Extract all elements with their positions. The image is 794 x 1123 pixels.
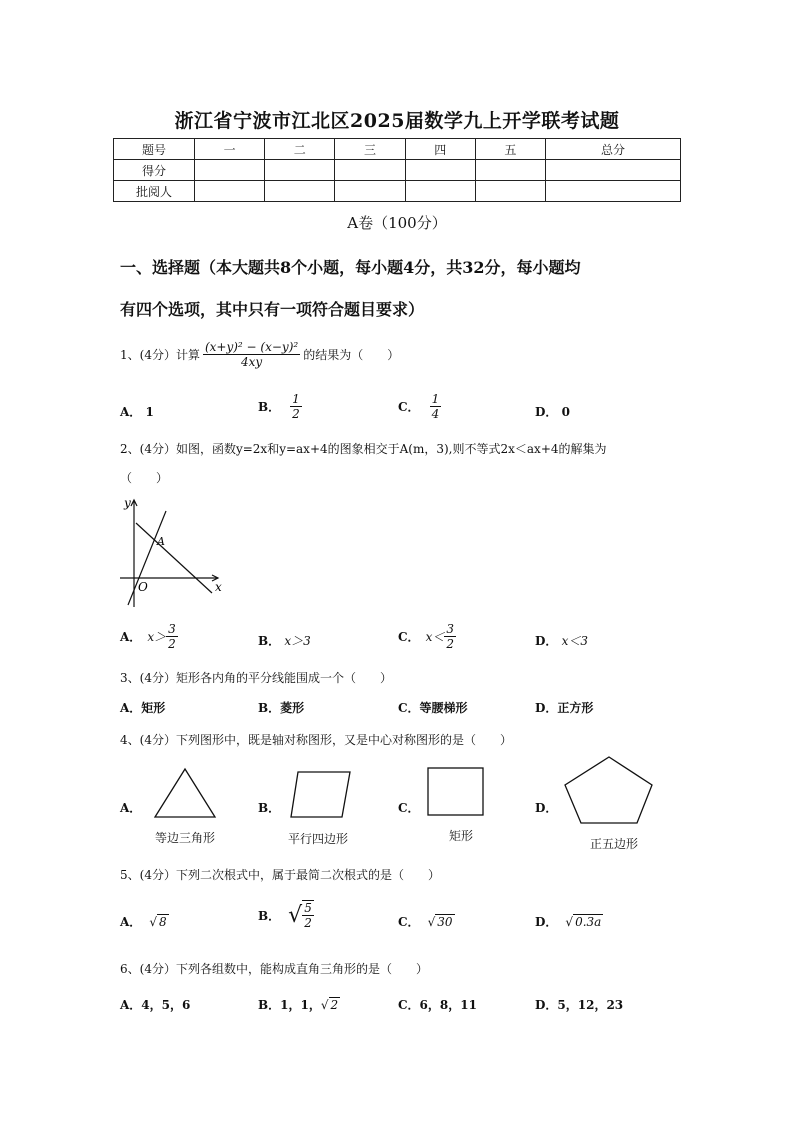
q2-option-b — [258, 632, 311, 649]
score-cell — [405, 160, 475, 181]
q4-rectangle-shape — [426, 766, 486, 818]
q2-option-a-num: 3 — [168, 622, 176, 636]
score-cell — [475, 181, 545, 202]
score-table-header: 三 — [335, 139, 405, 160]
exam-title: 浙江省宁波市江北区2025届数学九上开学联考试题 — [174, 110, 620, 132]
q2-option-a — [120, 622, 178, 651]
q6-option-b-radicand: 2 — [330, 998, 339, 1012]
q5-option-c-radicand: 30 — [437, 915, 453, 929]
q2-option-a-label: A． — [120, 630, 142, 644]
q4-pentagon-shape — [562, 755, 656, 825]
q5-option-b-fraction — [302, 900, 314, 930]
score-cell — [335, 160, 405, 181]
score-cell — [265, 181, 335, 202]
q1-option-c — [398, 392, 441, 421]
q2-text-line1: 2、(4分）如图，函数y=2x和y=ax+4的图象相交于A(m，3),则不等式2x＜ax+4的解集为 — [120, 442, 607, 456]
q1-numerator: (x+y)² − (x−y)² — [204, 340, 299, 354]
part1-heading-line1: 一、选择题（本大题共8个小题，每小题4分，共32分，每小题均 — [120, 258, 581, 277]
q1-denominator: 4xy — [240, 355, 263, 369]
q1-option-d — [535, 403, 570, 420]
q1-option-d-label: D． — [535, 405, 558, 419]
q6-text: 6、(4分）下列各组数中，能构成直角三角形的是（ ） — [120, 962, 428, 976]
q5-option-d: D． √ 0.3a — [535, 914, 602, 929]
q4-label-d: D． — [535, 801, 558, 815]
q4-caption-d: 正五边形 — [589, 837, 638, 851]
q2-option-d-label: D． — [535, 634, 558, 648]
q3-option-b: B．菱形 — [258, 701, 305, 715]
q4-label-b: B． — [258, 801, 281, 815]
section-a-title: A卷（100分） — [347, 214, 447, 232]
q5-option-a-label: A． — [120, 915, 142, 929]
q4-caption-b: 平行四边形 — [287, 832, 348, 846]
q2-option-c-num: 3 — [446, 622, 454, 636]
q2-point-a-label: A — [157, 535, 165, 548]
q1-fraction — [203, 340, 300, 369]
q5-text: 5、(4分）下列二次根式中，属于最简二次根式的是（ ） — [120, 868, 440, 882]
q1-option-b-num: 1 — [292, 392, 300, 406]
q3-text: 3、(4分）矩形各内角的平分线能围成一个（ ） — [120, 671, 392, 685]
q5-option-b-num: 5 — [304, 901, 312, 915]
q1-option-b-den: 2 — [292, 407, 300, 421]
q6-option-a: A．4，5，6 — [120, 998, 191, 1012]
q1-option-c-den: 4 — [431, 407, 440, 421]
q2-option-c-pre: x＜ — [425, 630, 445, 644]
score-table-row — [114, 181, 681, 202]
q2-x-label: x — [215, 580, 222, 594]
q1-option-c-fraction — [430, 392, 442, 421]
q1-option-b-label: B． — [258, 400, 281, 414]
q1-suffix: 的结果为（ ） — [303, 348, 400, 362]
score-table-row — [114, 160, 681, 181]
q1-option-c-label: C． — [398, 400, 420, 414]
score-cell — [546, 181, 681, 202]
q6-option-b-label: B．1，1， — [258, 998, 321, 1012]
q1-option-a — [120, 403, 154, 420]
score-row-label: 批阅人 — [114, 181, 195, 202]
q3-option-c: C．等腰梯形 — [398, 701, 468, 715]
q5-option-c: C． √ 30 — [398, 914, 453, 929]
score-cell — [405, 181, 475, 202]
score-table-header: 二 — [265, 139, 335, 160]
question-1 — [120, 340, 399, 369]
score-cell — [546, 160, 681, 181]
q2-option-b-label: B． — [258, 634, 281, 648]
q2-option-a-fraction — [166, 622, 178, 651]
score-table-header: 五 — [475, 139, 545, 160]
q2-origin-label: O — [138, 580, 148, 594]
q2-option-c-den: 2 — [446, 637, 454, 651]
q2-option-c — [398, 622, 456, 651]
q2-option-d — [535, 632, 588, 649]
q5-option-d-label: D． — [535, 915, 558, 929]
q6-option-b: B．1，1， √ 2 — [258, 997, 339, 1012]
q2-option-a-den: 2 — [168, 637, 176, 651]
score-table-header: 四 — [405, 139, 475, 160]
q2-option-b-value: x＞3 — [284, 634, 311, 648]
score-table-header-row — [114, 139, 681, 160]
q2-option-c-fraction — [444, 622, 456, 651]
q1-option-b — [258, 392, 302, 421]
q4-caption-c: 矩形 — [448, 829, 473, 843]
q5-option-d-radicand: 0.3a — [575, 915, 602, 929]
score-table-header: 题号 — [114, 139, 195, 160]
q4-caption-a: 等边三角形 — [154, 831, 215, 845]
q5-option-a: A． √ 8 — [120, 914, 167, 929]
part1-heading-line2: 有四个选项，其中只有一项符合题目要求） — [120, 300, 425, 319]
q1-option-a-label: A． — [120, 405, 142, 419]
q1-option-c-num: 1 — [431, 392, 440, 406]
q5-option-a-radicand: 8 — [158, 915, 167, 929]
q4-parallelogram-shape — [288, 770, 354, 820]
q1-prefix: 1、(4分）计算 — [120, 348, 200, 362]
q4-label-a: A． — [120, 801, 142, 815]
score-cell — [475, 160, 545, 181]
q4-label-c: C． — [398, 801, 420, 815]
q5-option-b-den: 2 — [304, 916, 312, 930]
q1-option-d-value: 0 — [561, 405, 570, 419]
q5-option-c-label: C． — [398, 915, 420, 929]
score-table-header: 总分 — [546, 139, 681, 160]
score-table-header: 一 — [195, 139, 265, 160]
score-cell — [335, 181, 405, 202]
q4-text: 4、(4分）下列图形中，既是轴对称图形，又是中心对称图形的是（ ） — [120, 733, 512, 747]
q5-option-b-label: B． — [258, 908, 281, 923]
score-cell — [195, 181, 265, 202]
q2-y-label: y — [124, 496, 131, 510]
score-row-label: 得分 — [114, 160, 195, 181]
q2-option-d-value: x＜3 — [561, 634, 589, 648]
score-table — [113, 138, 681, 202]
q3-option-d: D．正方形 — [535, 701, 594, 715]
q6-option-c: C．6，8，11 — [398, 998, 477, 1012]
score-cell — [265, 160, 335, 181]
q1-option-a-value: 1 — [145, 405, 154, 419]
q1-option-b-fraction — [290, 392, 302, 421]
q3-option-a: A．矩形 — [120, 701, 166, 715]
q2-text-line2: （ ） — [120, 471, 169, 485]
q4-triangle-shape — [152, 766, 218, 820]
q2-graph — [116, 495, 226, 613]
q6-option-d: D．5，12，23 — [535, 998, 624, 1012]
q2-option-a-pre: x＞ — [147, 630, 167, 644]
q2-option-c-label: C． — [398, 630, 420, 644]
score-cell — [195, 160, 265, 181]
q5-option-b: B． √ $\frac{5}{2}$ — [258, 901, 312, 930]
